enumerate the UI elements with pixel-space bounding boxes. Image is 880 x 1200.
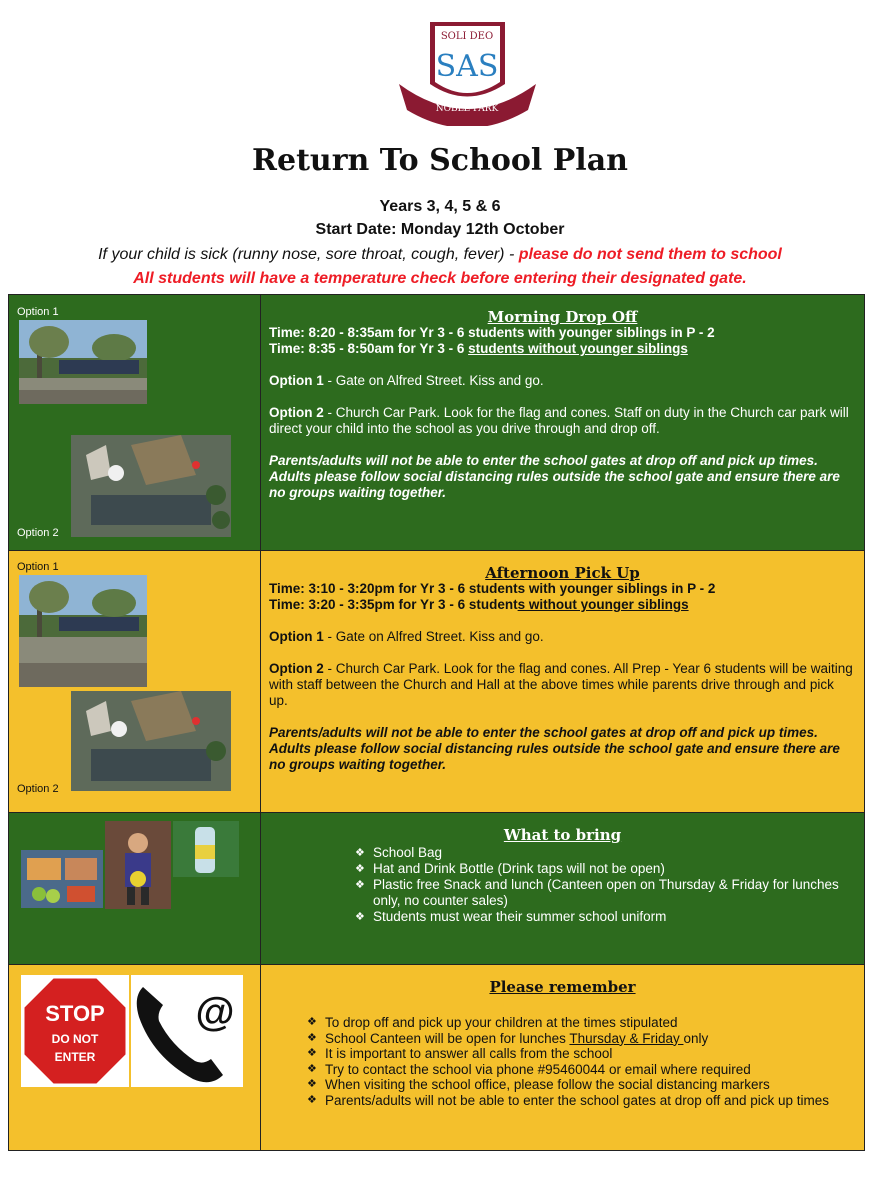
list-item: ❖ It is important to answer all calls from the school [303, 1046, 863, 1062]
remember-images [9, 965, 261, 1150]
gate-photo [19, 320, 147, 404]
afternoon-images [9, 551, 261, 813]
stop-text: STOP [45, 1001, 105, 1026]
afternoon-time-1: Time: 3:10 - 3:20pm for Yr 3 - 6 students with younger siblings in P - 2 [269, 581, 716, 596]
remember-list [303, 1015, 863, 1108]
option2-label: Option 2 [17, 783, 59, 795]
bring-content [261, 813, 864, 965]
morning-heading: Morning Drop Off [487, 308, 638, 326]
afternoon-option-2: Option 2 - Church Car Park. Look for the flag and cones. All Prep - Year 6 students will be waiting with staff between the Church and Hall at the above times while parents drive through and pick up. [269, 661, 853, 708]
phone-email-icon [131, 975, 243, 1087]
morning-option-1: Option 1 - Gate on Alfred Street. Kiss and go. [269, 373, 544, 388]
student-with-bag-photo [105, 821, 171, 909]
page-title: Return To School Plan [252, 143, 628, 178]
option1-label: Option 1 [17, 561, 59, 573]
list-item: ❖ School Canteen will be open for lunches Thursday & Friday only [303, 1031, 863, 1047]
lunchbox-photo [21, 850, 103, 908]
bring-heading: What to bring [503, 826, 622, 844]
remember-row [8, 964, 865, 1151]
svg-text:ENTER: ENTER [54, 1050, 96, 1064]
logo-location: NOBLE PARK [435, 104, 499, 114]
list-item: ❖ Hat and Drink Bottle (Drink taps will not be open) [351, 861, 851, 877]
afternoon-notice: Parents/adults will not be able to enter the school gates at drop off and pick up times. Adults please follow social distancing rules outside the school gate and ensure there are no groups waiting together. [269, 725, 840, 772]
list-item: ❖ To drop off and pick up your children at the times stipulated [303, 1015, 863, 1031]
years-line: Years 3, 4, 5 & 6 [379, 198, 501, 215]
list-item: ❖ Plastic free Snack and lunch (Canteen open on Thursday & Friday for lunches only, no counter sales) [351, 877, 851, 909]
list-item: ❖ Try to contact the school via phone #95460044 or email where required [303, 1062, 863, 1078]
list-item: ❖ When visiting the school office, please follow the social distancing markers [303, 1077, 863, 1093]
afternoon-content [261, 551, 864, 813]
sick-notice: If your child is sick (runny nose, sore throat, cough, fever) - please do not send them to school [98, 246, 782, 263]
plan-table [8, 294, 865, 1151]
afternoon-time-2: Time: 3:20 - 3:35pm for Yr 3 - 6 students without younger siblings [269, 597, 689, 612]
logo-initials: SAS [435, 49, 499, 84]
stop-sign-icon [21, 975, 129, 1087]
logo-motto: SOLI DEO [440, 31, 494, 42]
morning-content [261, 295, 864, 551]
morning-row [8, 294, 865, 552]
remember-heading: Please remember [489, 978, 636, 996]
list-item: ❖ School Bag [351, 845, 851, 861]
morning-option-2: Option 2 - Church Car Park. Look for the flag and cones. Staff on duty in the Church car park will direct your child into the school as you drive through and drop off. [269, 405, 849, 436]
afternoon-row [8, 550, 865, 814]
list-item: ❖ Parents/adults will not be able to enter the school gates at drop off and pick up times [303, 1093, 863, 1109]
bring-images [9, 813, 261, 965]
remember-content [261, 965, 864, 1150]
svg-text:@: @ [195, 990, 235, 1034]
bring-row [8, 812, 865, 966]
school-crest-logo [395, 14, 540, 126]
morning-time-1: Time: 8:20 - 8:35am for Yr 3 - 6 students with younger siblings in P - 2 [269, 325, 715, 340]
morning-notice: Parents/adults will not be able to enter the school gates at drop off and pick up times. Adults please follow social distancing rules outside the school gate and ensure there are no groups waiting together. [269, 453, 840, 500]
morning-images [9, 295, 261, 551]
svg-text:DO NOT: DO NOT [51, 1032, 99, 1046]
gate-photo [19, 575, 147, 687]
start-date: Start Date: Monday 12th October [315, 221, 565, 238]
bring-list [351, 845, 851, 925]
morning-time-2: Time: 8:35 - 8:50am for Yr 3 - 6 students without younger siblings [269, 341, 688, 356]
afternoon-option-1: Option 1 - Gate on Alfred Street. Kiss and go. [269, 629, 544, 644]
car-park-aerial-photo [71, 435, 231, 537]
option1-label: Option 1 [17, 306, 59, 318]
option2-label: Option 2 [17, 527, 59, 539]
drink-bottle-photo [173, 821, 239, 877]
car-park-aerial-photo [71, 691, 231, 791]
list-item: ❖ Students must wear their summer school uniform [351, 909, 851, 925]
temperature-notice: All students will have a temperature check before entering their designated gate. [133, 270, 747, 287]
afternoon-heading: Afternoon Pick Up [485, 564, 640, 582]
